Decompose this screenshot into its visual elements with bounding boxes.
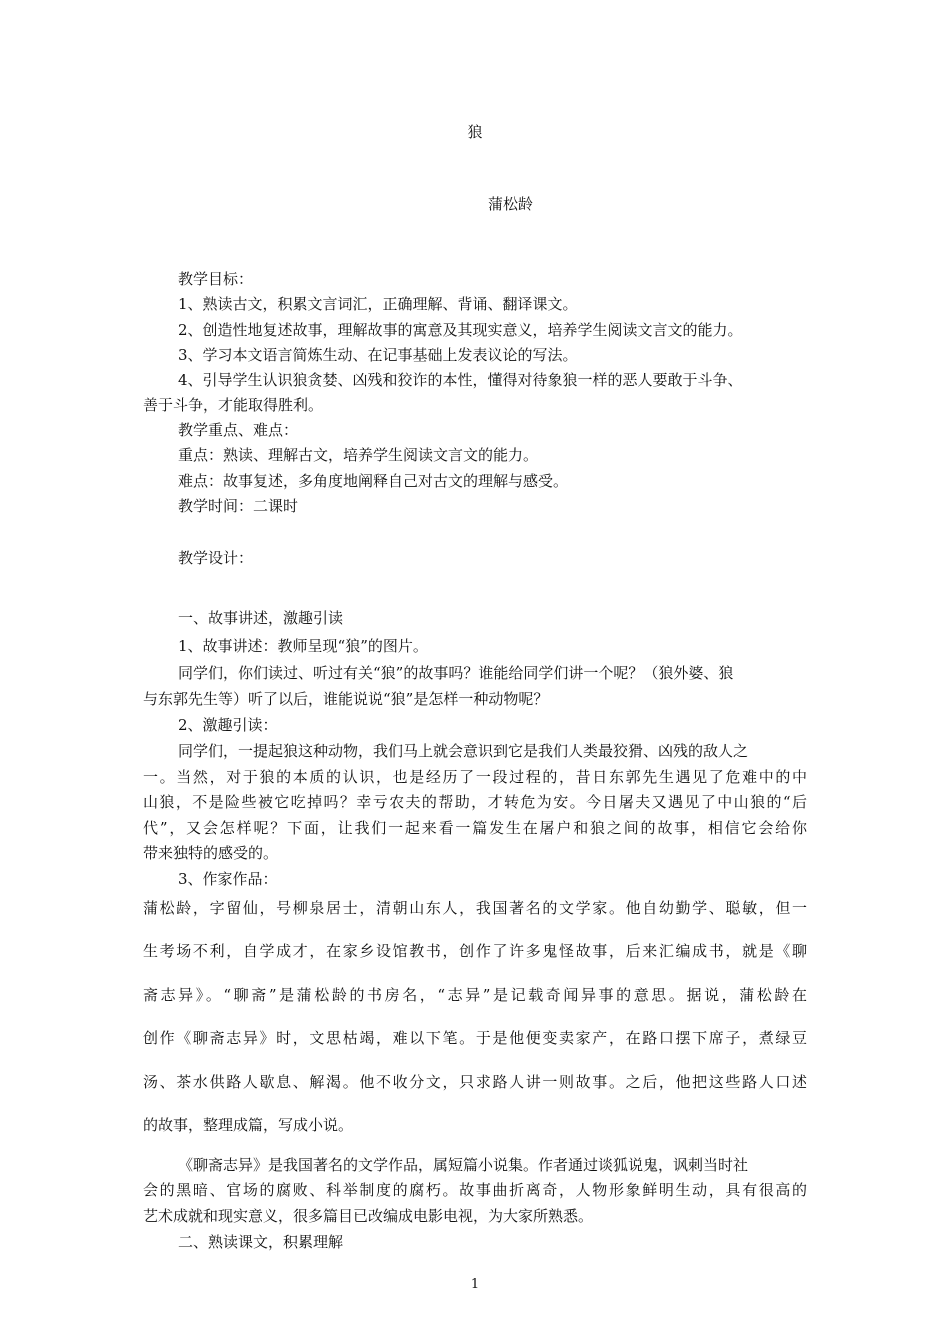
text-line: 艺术成就和现实意义，很多篇目已改编成电影电视，为大家所熟悉。 — [143, 1207, 594, 1225]
text-line: 《聊斋志异》是我国著名的文学作品，属短篇小说集。作者通过谈狐说鬼，讽刺当时社 — [178, 1156, 749, 1174]
text-line: 与东郭先生等）听了以后，谁能说说“狼”是怎样一种动物呢？ — [143, 690, 549, 708]
text-line: 带来独特的感受的。 — [143, 844, 279, 862]
text-line: 3、学习本文语言简炼生动、在记事基础上发表议论的写法。 — [178, 346, 578, 364]
text-line: 汤、茶水供路人歇息、解渴。他不收分文，只求路人讲一则故事。之后，他把这些路人口述 — [143, 1073, 807, 1091]
text-line: 的故事，整理成篇，写成小说。 — [143, 1116, 354, 1134]
text-line: 同学们，你们读过、听过有关“狼”的故事吗？谁能给同学们讲一个呢？（狼外婆、狼 — [178, 664, 734, 682]
text-line: 同学们，一提起狼这种动物，我们马上就会意识到它是我们人类最狡猾、凶残的敌人之 — [178, 742, 749, 760]
text-line: 2、激趣引读： — [178, 716, 278, 734]
text-line: 蒲松龄，字留仙，号柳泉居士，清朝山东人，我国著名的文学家。他自幼勤学、聪敏，但一 — [143, 899, 807, 917]
text-line: 3、作家作品： — [178, 870, 278, 888]
section-heading: 教学目标： — [178, 270, 254, 288]
document-title: 狼 — [467, 123, 483, 141]
text-line: 2、创造性地复述故事，理解故事的寓意及其现实意义，培养学生阅读文言文的能力。 — [178, 321, 743, 339]
text-line: 一。当然，对于狼的本质的认识，也是经历了一段过程的，昔日东郭先生遇见了危难中的中 — [143, 768, 807, 786]
text-line: 教学时间：二课时 — [178, 497, 299, 515]
text-line: 1、熟读古文，积累文言词汇，正确理解、背诵、翻译课文。 — [178, 295, 578, 313]
text-line: 山狼，不是险些被它吃掉吗？幸亏农夫的帮助，才转危为安。今日屠夫又遇见了中山狼的“后 — [143, 793, 807, 811]
text-line: 重点：熟读、理解古文，培养学生阅读文言文的能力。 — [178, 446, 539, 464]
text-line: 善于斗争，才能取得胜利。 — [143, 396, 324, 414]
text-line: 生考场不利，自学成才，在家乡设馆教书，创作了许多鬼怪故事，后来汇编成书，就是《聊 — [143, 942, 807, 960]
text-line: 斋志异》。“聊斋”是蒲松龄的书房名，“志异”是记载奇闻异事的意思。据说，蒲松龄在 — [143, 986, 807, 1004]
page-number: 1 — [470, 1277, 480, 1292]
text-line: 4、引导学生认识狼贪婪、凶残和狡诈的本性，懂得对待象狼一样的恶人要敢于斗争、 — [178, 371, 743, 389]
text-line: 1、故事讲述：教师呈现“狼”的图片。 — [178, 637, 428, 655]
document-author: 蒲松龄 — [488, 195, 534, 213]
section-heading: 教学重点、难点： — [178, 421, 299, 439]
text-line: 难点：故事复述，多角度地阐释自己对古文的理解与感受。 — [178, 472, 569, 490]
section-heading: 一、故事讲述，激趣引读 — [178, 609, 344, 627]
text-line: 会的黑暗、官场的腐败、科举制度的腐朽。故事曲折离奇，人物形象鲜明生动，具有很高的 — [143, 1181, 807, 1199]
text-line: 代”，又会怎样呢？下面，让我们一起来看一篇发生在屠户和狼之间的故事，相信它会给你 — [143, 819, 807, 837]
text-line: 创作《聊斋志异》时，文思枯竭，难以下笔。于是他便变卖家产，在路口摆下席子，煮绿豆 — [143, 1029, 807, 1047]
section-heading: 二、熟读课文，积累理解 — [178, 1233, 344, 1251]
section-heading: 教学设计： — [178, 549, 254, 567]
